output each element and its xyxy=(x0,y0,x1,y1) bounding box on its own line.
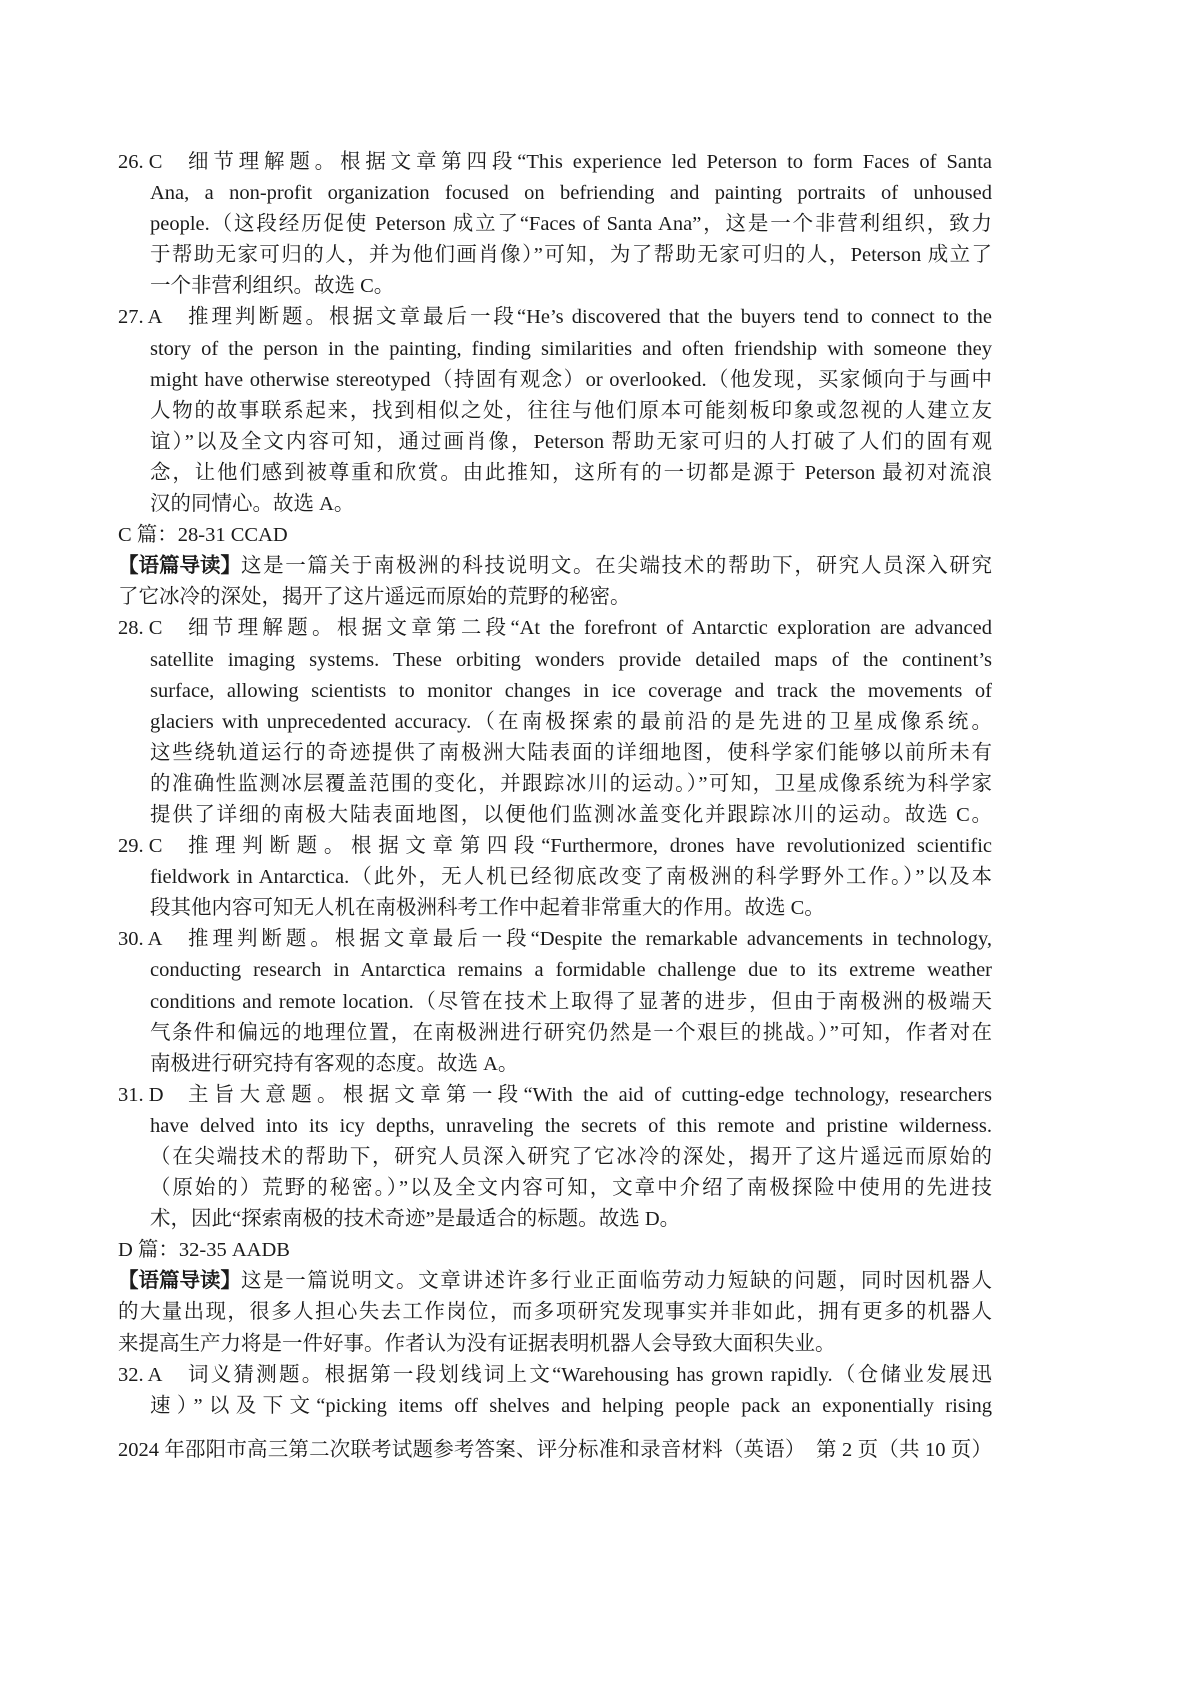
answer-line: 汉的同情心。故选 A。 xyxy=(150,493,355,516)
answer-30-label: 30. A xyxy=(118,928,163,951)
answer-line: 细节理解题。根据文章第四段“This experience led Peterson to form Faces of Santa xyxy=(188,151,992,173)
guide-line: 了它冰冷的深处，揭开了这片遥远而原始的荒野的秘密。 xyxy=(118,586,631,609)
section-heading-d: D 篇：32-35 AADB xyxy=(118,1239,290,1262)
guide-line: 的大量出现，很多人担心失去工作岗位，而多项研究发现事实并非如此，拥有更多的机器人 xyxy=(118,1301,992,1324)
answer-27-first-line xyxy=(118,302,992,333)
answer-29 xyxy=(118,831,992,924)
answer-30 xyxy=(118,924,992,1079)
answer-line: fieldwork in Antarctica.（此外，无人机已经彻底改变了南极洲的科学野外工作。）”以及本 xyxy=(150,866,992,889)
answer-line: （在尖端技术的帮助下，研究人员深入研究了它冰冷的深处，揭开了这片遥远而原始的 xyxy=(150,1146,992,1168)
guide-line: 这是一篇说明文。文章讲述许多行业正面临劳动力短缺的问题，同时因机器人 xyxy=(241,1270,992,1293)
answer-line: have delved into its icy depths, unraveling the secrets of this remote and pristine wilderness. xyxy=(150,1114,992,1137)
answer-line: 推理判断题。根据文章最后一段“Despite the remarkable advancements in technology, xyxy=(188,928,992,951)
answer-line: 细节理解题。根据文章第二段“At the forefront of Antarctic exploration are advanced xyxy=(188,617,992,640)
answer-32 xyxy=(118,1360,992,1422)
answer-32-label: 32. A xyxy=(118,1363,163,1386)
reading-guide-d-first-line xyxy=(118,1266,992,1297)
answer-30-first-line xyxy=(118,924,992,955)
answer-31 xyxy=(118,1080,992,1235)
answer-line: 段其他内容可知无人机在南极洲科考工作中起着非常重大的作用。故选 C。 xyxy=(150,897,825,920)
reading-guide-label: 【语篇导读】 xyxy=(118,555,241,578)
reading-guide-c-first-line xyxy=(118,551,992,582)
answer-26 xyxy=(118,147,992,302)
answer-29-label: 29. C xyxy=(118,835,163,858)
answer-line: story of the person in the painting, finding similarities and often friendship with someone they xyxy=(150,337,992,360)
answer-line: conducting research in Antarctica remains a formidable challenge due to its extreme weather xyxy=(150,959,992,982)
answer-line: conditions and remote location.（尽管在技术上取得了显著的进步，但由于南极洲的极端天 xyxy=(150,990,992,1013)
answer-31-label: 31. D xyxy=(118,1083,164,1106)
answer-28-label: 28. C xyxy=(118,617,163,640)
answer-29-first-line xyxy=(118,831,992,862)
answer-line: 这些绕轨道运行的奇迹提供了南极洲大陆表面的详细地图，使科学家们能够以前所未有 xyxy=(150,741,992,764)
answer-27-label: 27. A xyxy=(118,306,163,329)
answer-line: （原始的）荒野的秘密。）”以及全文内容可知，文章中介绍了南极探险中使用的先进技 xyxy=(150,1177,992,1200)
answer-line: surface, allowing scientists to monitor changes in ice coverage and track the movements of xyxy=(150,679,992,702)
answer-line: 南极进行研究持有客观的态度。故选 A。 xyxy=(150,1052,519,1075)
answer-line: 人物的故事联系起来，找到相似之处，往往与他们原本可能刻板印象或忽视的人建立友 xyxy=(150,399,992,422)
answer-line: 念，让他们感到被尊重和欣赏。由此推知，这所有的一切都是源于 Peterson 最初对流浪 xyxy=(150,461,992,484)
guide-line: 这是一篇关于南极洲的科技说明文。在尖端技术的帮助下，研究人员深入研究 xyxy=(241,555,992,578)
answer-line: 推理判断题。根据文章第四段“Furthermore, drones have revolutionized scientific xyxy=(188,835,992,858)
answer-line: 速）”以及下文“picking items off shelves and helping people pack an exponentially rising xyxy=(150,1394,992,1417)
reading-guide-label: 【语篇导读】 xyxy=(118,1270,241,1293)
answer-line: might have otherwise stereotyped（持固有观念）or overlooked.（他发现，买家倾向于与画中 xyxy=(150,368,992,391)
answer-line: 的准确性监测冰层覆盖范围的变化，并跟踪冰川的运动。）”可知，卫星成像系统为科学家 xyxy=(150,772,992,795)
answer-32-first-line xyxy=(118,1360,992,1391)
answer-26-first-line xyxy=(118,147,992,178)
guide-line: 来提高生产力将是一件好事。作者认为没有证据表明机器人会导致大面积失业。 xyxy=(118,1332,836,1355)
reading-guide-d xyxy=(118,1266,992,1359)
answer-line: glaciers with unprecedented accuracy.（在南极探索的最前沿的是先进的卫星成像系统。 xyxy=(150,710,992,733)
answer-line: 气条件和偏远的地理位置，在南极洲进行研究仍然是一个艰巨的挑战。）”可知，作者对在 xyxy=(150,1021,992,1044)
answer-line: 术，因此“探索南极的技术奇迹”是最适合的标题。故选 D。 xyxy=(150,1208,681,1231)
answer-line: 推理判断题。根据文章最后一段“He’s discovered that the buyers tend to connect to the xyxy=(188,306,992,329)
answer-key-body xyxy=(118,147,992,1422)
answer-line: 于帮助无家可归的人，并为他们画肖像）”可知，为了帮助无家可归的人，Peterson 成立了 xyxy=(150,244,992,267)
answer-27 xyxy=(118,302,992,520)
answer-line: 词义猜测题。根据第一段划线词上文“Warehousing has grown rapidly.（仓储业发展迅 xyxy=(188,1363,992,1386)
answer-line: people.（这段经历促使 Peterson 成立了“Faces of Santa Ana”，这是一个非营利组织，致力 xyxy=(150,213,992,236)
answer-26-label: 26. C xyxy=(118,151,163,173)
page-footer: 2024 年邵阳市高三第二次联考试题参考答案、评分标准和录音材料（英语） 第 2 页（共 10 页） xyxy=(118,1439,992,1461)
answer-line: 提供了详细的南极大陆表面地图，以便他们监测冰盖变化并跟踪冰川的运动。故选 C。 xyxy=(150,803,992,826)
answer-28 xyxy=(118,613,992,831)
answer-line: 谊）”以及全文内容可知，通过画肖像，Peterson 帮助无家可归的人打破了人们的固有观 xyxy=(150,430,992,453)
section-heading-c: C 篇：28-31 CCAD xyxy=(118,524,288,547)
answer-line: 一个非营利组织。故选 C。 xyxy=(150,275,395,298)
answer-line: 主旨大意题。根据文章第一段“With the aid of cutting-edge technology, researchers xyxy=(188,1083,992,1106)
answer-31-first-line xyxy=(118,1080,992,1111)
answer-line: satellite imaging systems. These orbiting wonders provide detailed maps of the continent’s xyxy=(150,648,992,671)
reading-guide-c xyxy=(118,551,992,613)
answer-28-first-line xyxy=(118,613,992,644)
answer-line: Ana, a non-profit organization focused on befriending and painting portraits of unhoused xyxy=(150,182,992,205)
